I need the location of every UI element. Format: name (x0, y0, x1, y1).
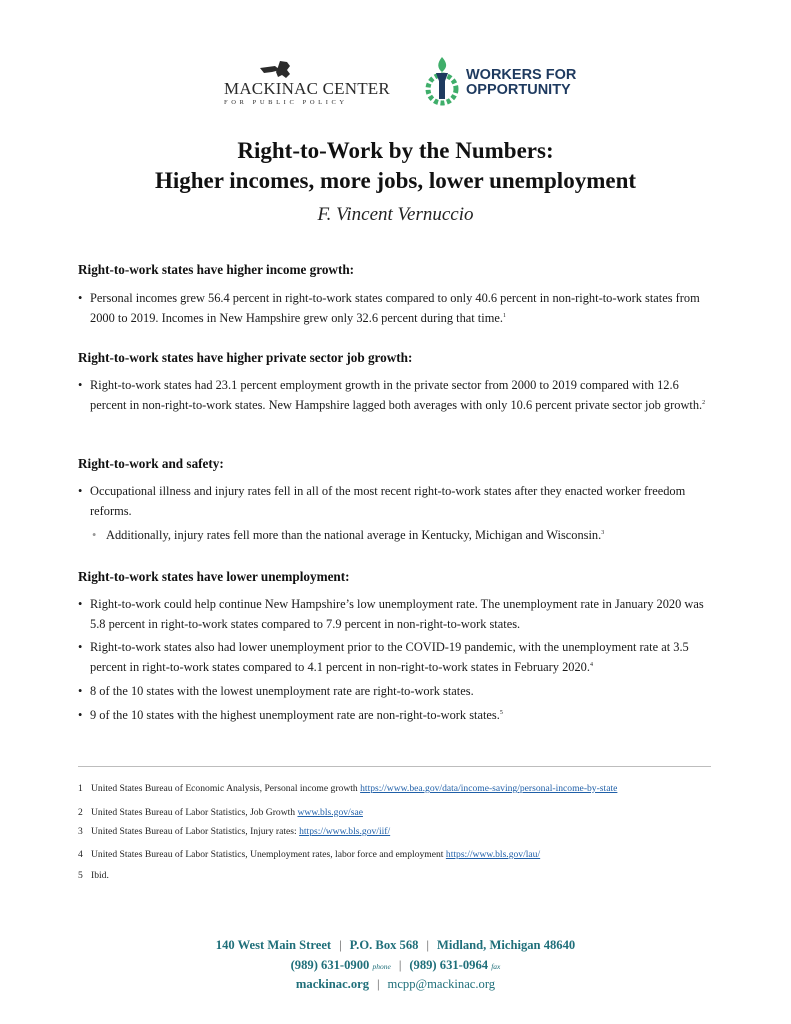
bullet-icon: • (78, 640, 83, 654)
footnote-link[interactable]: https://www.bea.gov/data/income-saving/personal-income-by-state (360, 783, 618, 794)
wfo-line2: OPPORTUNITY (466, 82, 571, 98)
bullet-icon: • (78, 597, 83, 611)
wfo-line1: WORKERS FOR (466, 67, 577, 83)
footer-web-line: mackinac.org | mcpp@mackinac.org (295, 977, 496, 991)
workers-for-opportunity-logo (424, 55, 577, 111)
section-heading: Right-to-work states have higher income growth: (78, 262, 355, 277)
footnote-text: United States Bureau of Labor Statistics, Job Growth (91, 807, 298, 818)
footnote-ref[interactable]: 4 (589, 661, 593, 668)
footnote-text: United States Bureau of Labor Statistics, Unemployment rates, labor force and employment (91, 849, 446, 860)
footnote-ref[interactable]: 3 (601, 529, 605, 536)
footer-fax-label: fax (491, 962, 501, 971)
footnote (78, 870, 109, 881)
bullet-icon: • (78, 484, 83, 498)
section-heading: Right-to-work states have higher private sector job growth: (78, 350, 413, 365)
bullet-text: Occupational illness and injury rates fell in all of the most recent right-to-work states after they enacted worker freedom reforms. (90, 484, 686, 518)
footnote (78, 807, 363, 818)
footnote (78, 849, 540, 860)
bullet-text: 9 of the 10 states with the highest unemployment rate are non-right-to-work states. (90, 708, 500, 722)
footnote-ref[interactable]: 2 (702, 399, 706, 406)
sub-bullet-text: Additionally, injury rates fell more than the national average in Kentucky, Michigan and Wisconsin. (106, 528, 602, 542)
author-name: F. Vincent Vernuccio (317, 204, 474, 225)
footer-street: 140 West Main Street (215, 938, 332, 952)
footer-fax: (989) 631-0964 (409, 958, 489, 972)
footnote-ref[interactable]: 1 (502, 312, 506, 319)
footer-phone-label: phone (372, 962, 391, 971)
footer-pobox: P.O. Box 568 (349, 938, 419, 952)
footnote-link[interactable]: https://www.bls.gov/iif/ (299, 826, 391, 837)
bullet-text: 8 of the 10 states with the lowest unemployment rate are right-to-work states. (90, 684, 474, 698)
footnote-text: United States Bureau of Labor Statistics, Injury rates: (91, 826, 300, 837)
footnote-link[interactable]: https://www.bls.gov/lau/ (445, 849, 541, 860)
list-item (78, 637, 718, 677)
page-title-line1: Right-to-Work by the Numbers: (237, 138, 554, 163)
footnote-number: 4 (78, 849, 83, 860)
mackinac-subtitle: FOR PUBLIC POLICY (224, 99, 348, 106)
footnote (78, 826, 390, 837)
list-item (78, 288, 718, 328)
mackinac-center-logo (220, 58, 390, 108)
footnote-number: 2 (78, 807, 83, 818)
list-item (78, 375, 718, 415)
page-title-line2: Higher incomes, more jobs, lower unemployment (154, 168, 637, 193)
bullet-icon: • (78, 378, 83, 392)
bullet-text: Right-to-work states had 23.1 percent employment growth in the private sector from 2000 to 2019 compared with 12.6 percent in non-right-to-work states. New Hampshire lagged both averages with only 10.6 percent private sector job growth. (90, 378, 703, 412)
sub-list-item (92, 525, 712, 545)
torch-gear-icon (424, 55, 464, 111)
footer-phone-line: (989) 631-0900 phone | (989) 631-0964 fax (290, 958, 501, 972)
footnote-number: 3 (78, 826, 83, 837)
footnote-text: Ibid. (91, 870, 109, 881)
list-item (78, 681, 718, 701)
bullet-text: Right-to-work states also had lower unemployment prior to the COVID-19 pandemic, with the unemployment rate at 3.5 percent in right-to-work states compared to 4.1 percent in non-right-to-work states in February 2020. (90, 640, 689, 674)
footer-email[interactable]: mcpp@mackinac.org (387, 977, 496, 991)
section-heading: Right-to-work states have lower unemployment: (78, 569, 350, 584)
footnote-link[interactable]: www.bls.gov/sae (297, 807, 363, 818)
section-heading: Right-to-work and safety: (78, 456, 224, 471)
footnote-text: United States Bureau of Economic Analysis, Personal income growth (91, 783, 361, 794)
bullet-text: Personal incomes grew 56.4 percent in right-to-work states compared to only 40.6 percent in non-right-to-work states from 2000 to 2019. Incomes in New Hampshire grew only 32.6 percent during that time. (90, 291, 700, 325)
footnote-number: 5 (78, 870, 83, 881)
footnote (78, 783, 617, 794)
footnote-number: 1 (78, 783, 83, 794)
footer-website[interactable]: mackinac.org (295, 977, 370, 991)
bullet-text: Right-to-work could help continue New Hampshire’s low unemployment rate. The unemployment rate in January 2020 was 5.8 percent in right-to-work states compared to 7.9 percent in non-right-to-work states. (90, 597, 704, 631)
bullet-icon: • (78, 708, 83, 722)
sub-bullet-icon: • (92, 528, 97, 542)
mackinac-name: MACKINAC CENTER (224, 79, 390, 98)
footer-city: Midland, Michigan 48640 (436, 938, 576, 952)
footnote-ref[interactable]: 5 (499, 709, 503, 716)
list-item (78, 481, 718, 521)
footer-phone: (989) 631-0900 (290, 958, 370, 972)
bullet-icon: • (78, 684, 83, 698)
list-item (78, 705, 718, 725)
footnote-divider (78, 766, 711, 767)
bullet-icon: • (78, 291, 83, 305)
list-item (78, 594, 718, 634)
footer-address-line: 140 West Main Street | P.O. Box 568 | Midland, Michigan 48640 (215, 938, 576, 952)
